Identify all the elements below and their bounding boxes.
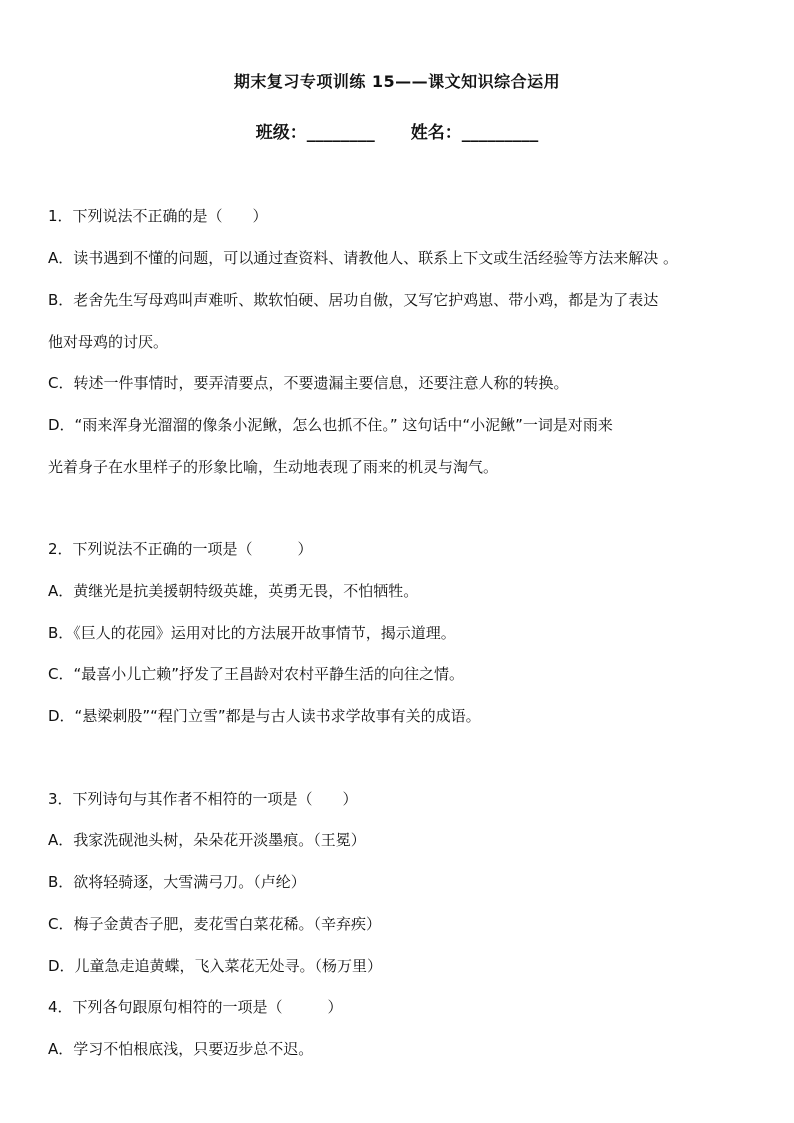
question-3-option-d: D．儿童急走追黄蝶，飞入菜花无处寻。（杨万里）: [48, 957, 383, 975]
page-title: 期末复习专项训练 15——课文知识综合运用: [233, 72, 561, 91]
question-2-option-d: D．“悬梁刺股”“程门立雪”都是与古人读书求学故事有关的成语。: [48, 707, 481, 725]
question-3-stem: 3．下列诗句与其作者不相符的一项是（ ）: [48, 790, 358, 808]
question-1-option-b: B．老舍先生写母鸡叫声难听、欺软怕硬、居功自傲，又写它护鸡崽、带小鸡，都是为了表达: [48, 291, 659, 309]
question-3-option-c: C．梅子金黄杏子肥，麦花雪白菜花稀。（辛弃疾）: [48, 915, 381, 933]
question-2-stem: 2．下列说法不正确的一项是（ ）: [48, 540, 313, 558]
question-2-option-b: B．《巨人的花园》运用对比的方法展开故事情节，揭示道理。: [48, 624, 456, 642]
question-4-option-a: A．学习不怕根底浅，只要迈步总不迟。: [48, 1040, 314, 1058]
name-field-label: 姓名：_________: [410, 123, 539, 143]
question-3-option-b: B．欲将轻骑逐，大雪满弓刀。（卢纶）: [48, 873, 306, 891]
question-1-option-c: C．转述一件事情时，要弄清要点，不要遗漏主要信息，还要注意人称的转换。: [48, 374, 569, 392]
question-4-stem: 4．下列各句跟原句相符的一项是（ ）: [48, 998, 343, 1016]
class-field-label: 班级：________: [255, 123, 375, 143]
question-1-option-a: A．读书遇到不懂的问题，可以通过查资料、请教他人、联系上下文或生活经验等方法来解决 。: [48, 249, 679, 267]
question-1-option-d: D．“雨来浑身光溜溜的像条小泥鳅，怎么也抓不住。” 这句话中“小泥鳅”一词是对雨来: [48, 416, 613, 434]
student-info-row: [0, 120, 794, 146]
question-1-option-b-continued: 他对母鸡的讨厌。: [48, 333, 169, 351]
question-1-option-d-continued: 光着身子在水里样子的形象比喻，生动地表现了雨来的机灵与淘气。: [48, 458, 499, 476]
question-2-option-a: A．黄继光是抗美援朝特级英雄，英勇无畏，不怕牺牲。: [48, 582, 419, 600]
question-3-option-a: A．我家洗砚池头树，朵朵花开淡墨痕。（王冕）: [48, 831, 366, 849]
question-1-stem: 1．下列说法不正确的是（ ）: [48, 207, 268, 225]
question-2-option-c: C．“最喜小儿亡赖”抒发了王昌龄对农村平静生活的向往之情。: [48, 665, 465, 683]
